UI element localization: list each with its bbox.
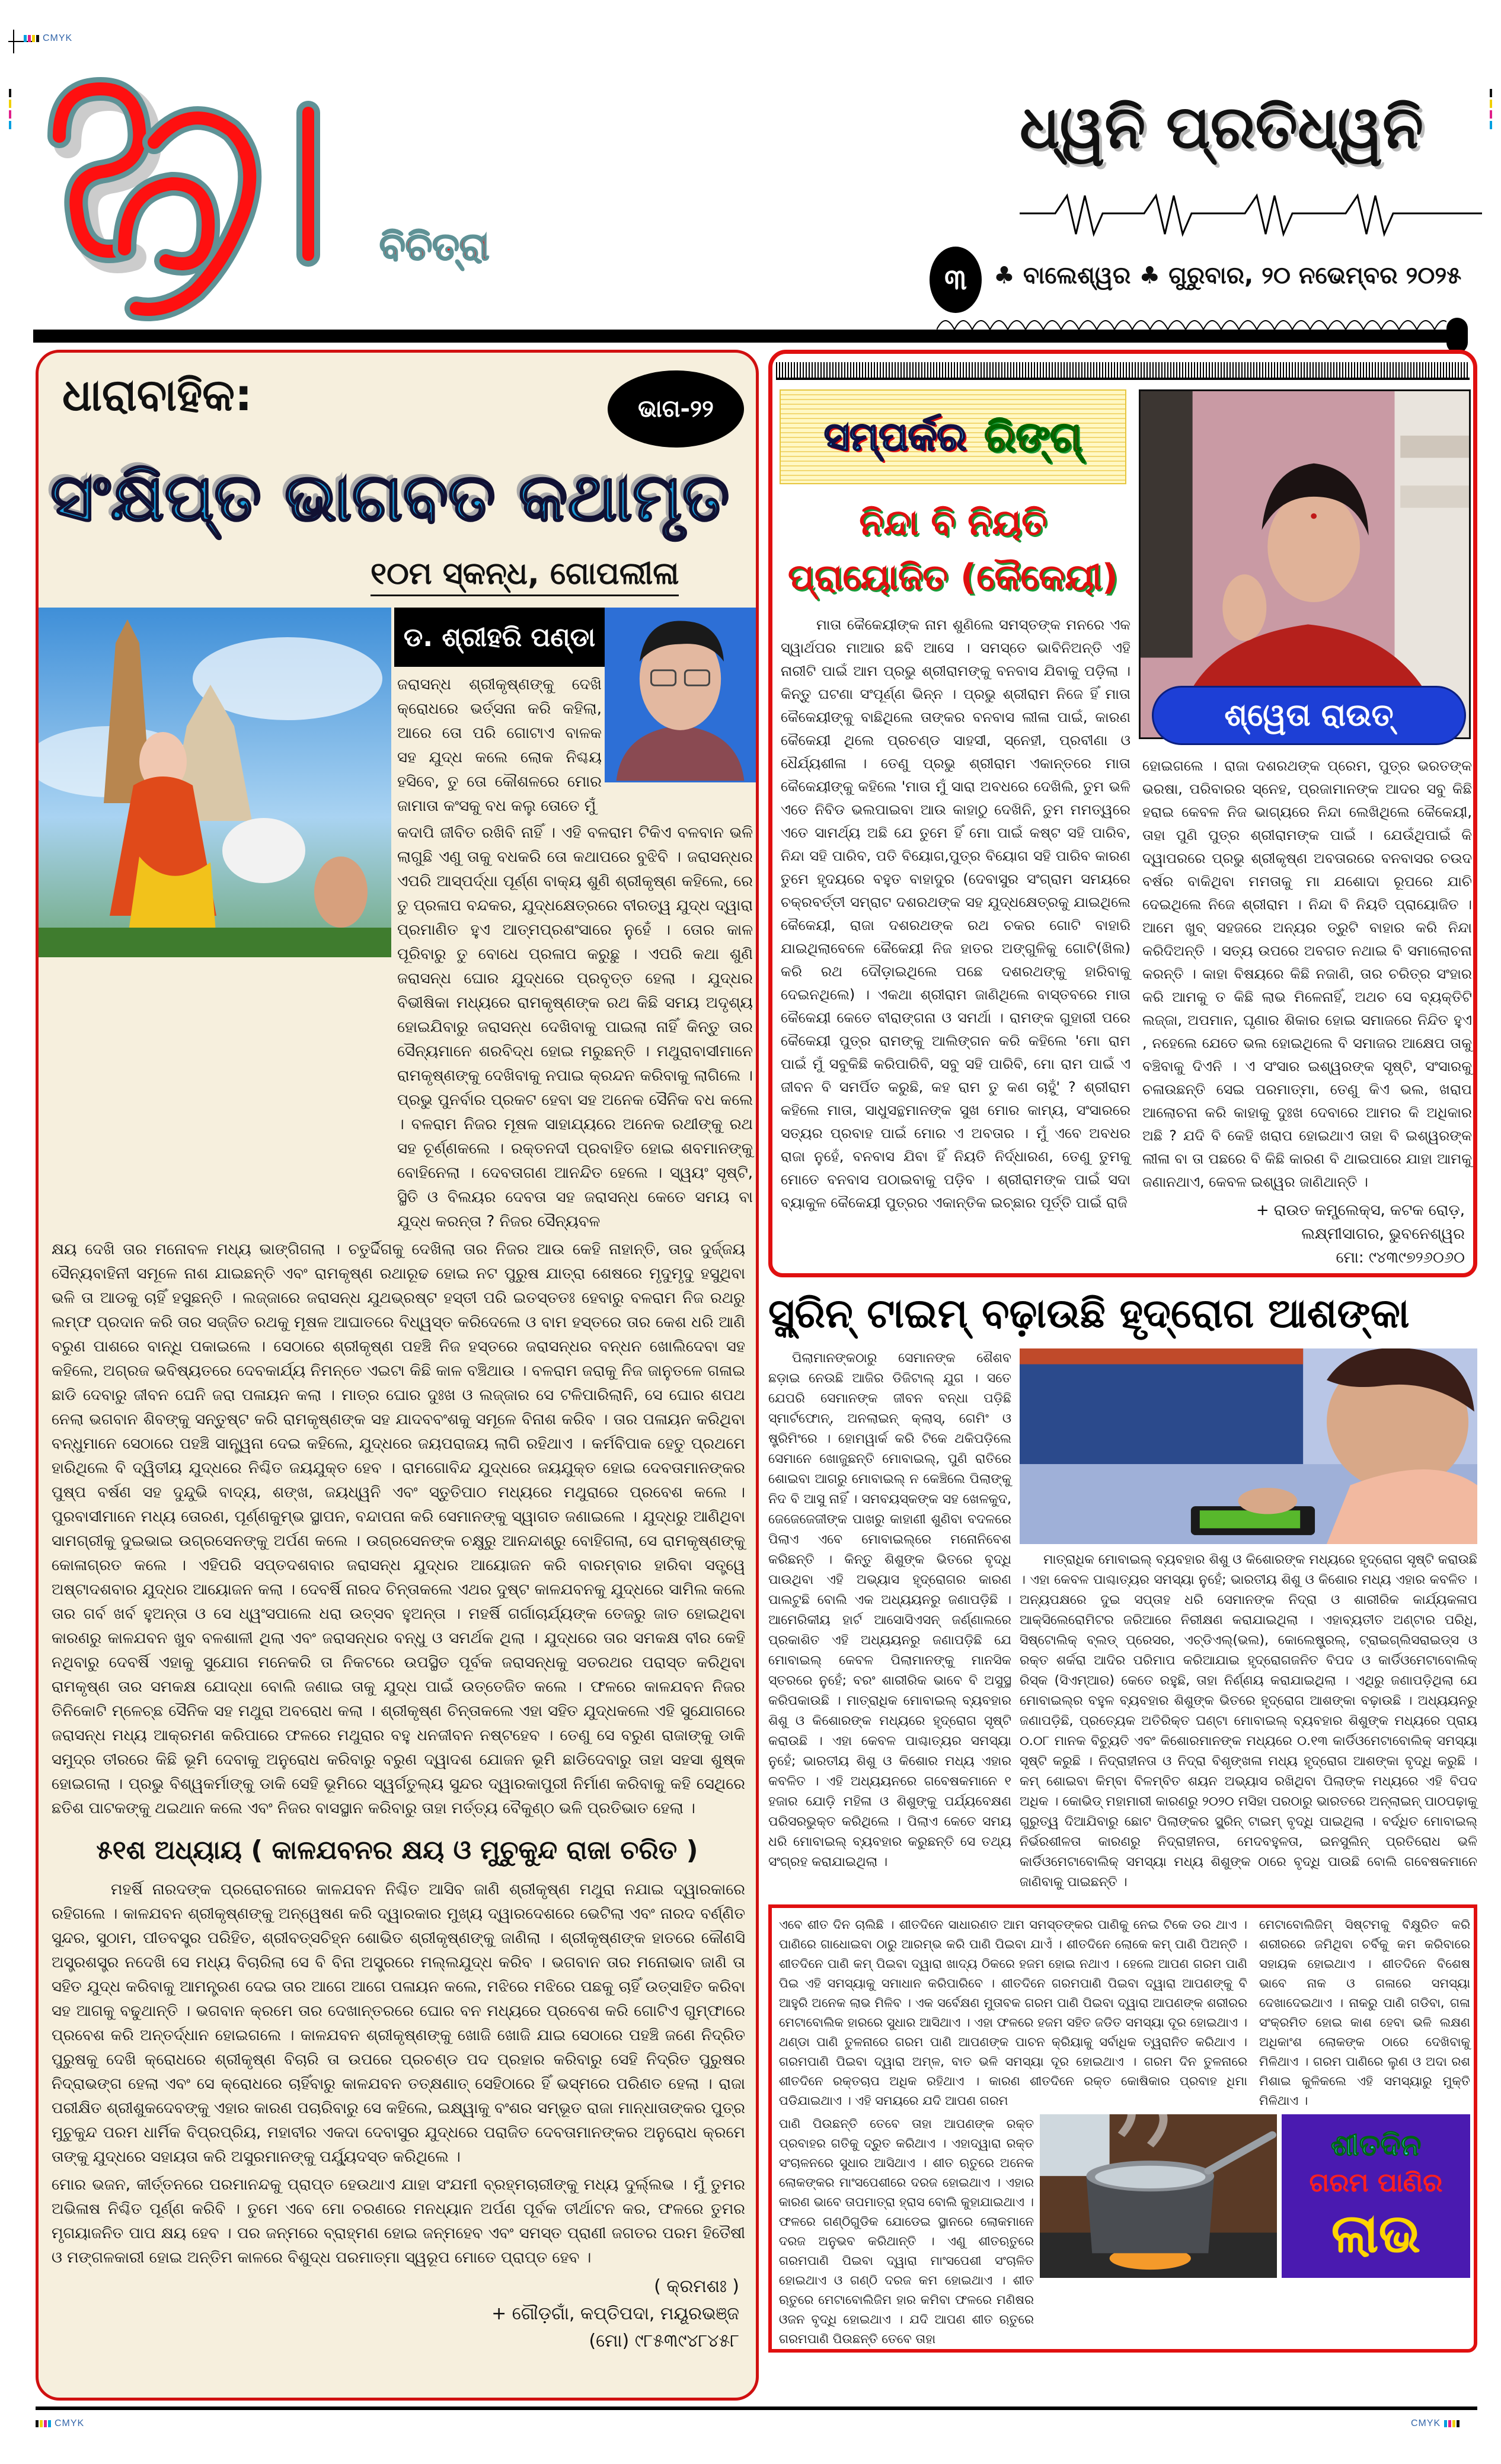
columnist-phone: ମୋ: ୯୪୩୯୭୨୬୦୬୦ — [1336, 1249, 1465, 1267]
health-headline: ସ୍କ୍ରିନ୍ ଟାଇମ୍ ବଢ଼ାଉଛି ହୃଦ୍‌ରୋଗ ଆଶଙ୍କା — [768, 1290, 1410, 1337]
winter-text-col-2: ମେଟାବୋଲିଜିମ୍ ସିଷ୍ଟମକୁ ବିକ୍ଷୁରିତ କରି ଶରୀରରେ ଜମିଥିବା ଚର୍ବିକୁ କମ କରିବାରେ ସହାୟକ ହୋଇଥାଏ । ଶୀତଦିନେ ବିଶେଷ ଭାବେ ନାକ ଓ ଗଳାରେ ସମସ୍ୟା ଦେଖାଦେଇଥାଏ । ନାକରୁ ପାଣି ଗଡିବା, ଗଳା ସଂକ୍ରମିତ ହୋଇ କାଶ ହେବା ଭଳି ଲକ୍ଷଣ ଅଧିକାଂଶ ଲୋକଙ୍କ ଠାରେ ଦେଖିବାକୁ ମିଳିଥାଏ । ଗରମ ପାଣିରେ ଲୁଣ ଓ ଅଦା ରଶ ମିଶାଇ କୁଳିକଲେ ଏହି ସମସ୍ୟାରୁ ମୁକ୍ତି ମିଳିଥାଏ । — [1259, 1917, 1470, 2108]
cmyk-label: CMYK — [43, 33, 73, 43]
banner-line-2: ଗରମ ପାଣିର — [1309, 2168, 1443, 2198]
serial-intro-text: ଜରାସନ୍ଧ ଶ୍ରୀକୃଷ୍ଣଙ୍କୁ ଦେଖି କ୍ରୋଧରେ ଭର୍ତ୍ସନା କରି କହିଲା, ଆରେ ତୋ ପରି ଗୋଟାଏ ବାଳକ ସହ ଯୁଦ୍ଧ କଲେ ଲୋକ ନିଶ୍ଚୟ ହସିବେ, ତୁ ତୋ କୌଶଳରେ ମୋର ଜାମାତା କଂସକୁ ବଧ କଲୁ ତୋତେ ମୁଁ — [397, 676, 602, 815]
page-number-badge: ୩ — [930, 247, 982, 313]
section-logo-bichitra: ବିଚିତ୍ରା — [379, 225, 490, 269]
banner-line-3: ଲାଭ — [1331, 2203, 1421, 2265]
winter-hot-water-banner — [1282, 2114, 1470, 2278]
continued-note: ( କ୍ରମଶଃ ) — [654, 2276, 739, 2297]
scallop-border — [937, 315, 1446, 330]
column-article-box — [768, 350, 1477, 1277]
cmyk-strip-right — [1487, 89, 1495, 129]
cmyk-mark-top-left — [24, 33, 72, 44]
column-name-badge — [780, 389, 1126, 484]
serial-body-paragraph: ମହର୍ଷି ନାରଦଙ୍କ ପ୍ରରୋଚନାରେ କାଳଯବନ ନିଶ୍ଚିତ ଆସିବ ଜାଣି ଶ୍ରୀକୃଷ୍ଣ ମଥୁରା ନଯାଇ ଦ୍ୱାରକାରେ ରହିଗଲେ । କାଳଯବନ ଶ୍ରୀକୃଷ୍ଣଙ୍କୁ ଅନ୍ୱେଷଣ କରି ଦ୍ୱାରକାର ମୁଖ୍ୟ ଦ୍ୱାରଦେଶରେ ଭେଟିଲା ଏବଂ ନାରଦ ବର୍ଣ୍ଣିତ ସୁନ୍ଦର, ସୁଠାମ, ପୀତବସ୍ତ୍ର ପରିହିତ, ଶ୍ରୀବତ୍ସଚିହ୍ନ ଶୋଭିତ ଶ୍ରୀକୃଷ୍ଣଙ୍କୁ ଜାଣିଲା । ଶ୍ରୀକୃଷ୍ଣଙ୍କ ହାତରେ କୌଣସି ଅସ୍ତ୍ରଶସ୍ତ୍ର ନଦେଖି ସେ ମଧ୍ୟ ବିଚାରିଲା ସେ ବି ବିନା ଅସ୍ତ୍ରରେ ମଲ୍ଲଯୁଦ୍ଧ କରିବ । ଭଗବାନ ତାର ମନୋଭାବ ଜାଣି ତା ସହିତ ଯୁଦ୍ଧ କରିବାକୁ ଆମନ୍ତ୍ରଣ ଦେଇ ତାର ଆଗେ ଆଗେ ପଳାୟନ କଲେ, ମଝିରେ ମଝିରେ ପଛକୁ ଚାହିଁ ଉତ୍ସାହିତ କରିବା ସହ ଆଗକୁ ବଢୁଥାନ୍ତି । ଭଗବାନ କ୍ରମେ ତାର ଦେଖାନ୍ତରରେ ଘୋର ବନ ମଧ୍ୟରେ ପ୍ରବେଶ କରି ଗୋଟିଏ ଗୁମ୍ଫାରେ ପ୍ରବେଶ କରି ଅନ୍ତର୍ଦ୍ଧାନ ହୋଇଗଲେ । କାଳଯବନ ଶ୍ରୀକୃଷ୍ଣଙ୍କୁ ଖୋଜି ଖୋଜି ଯାଇ ସେଠାରେ ପହଞ୍ଚି ଜଣେ ନିଦ୍ରିତ ପୁରୁଷକୁ ଦେଖି କ୍ରୋଧରେ ଶ୍ରୀକୃଷ୍ଣ ବିଚାରି ତା ଉପରେ ପ୍ରଚଣ୍ଡ ପଦ ପ୍ରହାର କରିବାରୁ ସେହି ନିଦ୍ରିତ ପୁରୁଷର ନିଦ୍ରାଭଙ୍ଗ ହେଲା ଏବଂ ସେ କ୍ରୋଧରେ ଚାହିଁବାରୁ କାଳଯବନ ତତ୍କ୍ଷଣାତ୍ ସେହିଠାରେ ହିଁ ଭସ୍ମରେ ପରିଣତ ହେଲା । ରାଜା ପରୀକ୍ଷିତ ଶ୍ରୀଶୁକଦେବଙ୍କୁ ଏହାର କାରଣ ପଚାରିବାରୁ ସେ କହିଲେ, ଇକ୍ଷ୍ୱାକୁ ବଂଶର ସମ୍ଭୂତ ରାଜା ମାନ୍ଧାତାଙ୍କର ପୁତ୍ର ମୁଚୁକୁନ୍ଦ ପରମ ଧାର୍ମିକ ବିପ୍ରପ୍ରିୟ, ମହାବୀର ଏକଦା ଦେବାସୁର ଯୁଦ୍ଧରେ ପରାଜିତ ଦେବତାମାନଙ୍କର ଅନୁରୋଧ କ୍ରମେ ତାଙ୍କୁ ଯୁଦ୍ଧରେ ସହାୟତା କରି ଅସୁରମାନଙ୍କୁ ପର୍ଯ୍ୟୁଦସ୍ତ କରିଥିଲେ । — [52, 1881, 745, 2166]
column-title-line-2: ପ୍ରାୟୋଜିତ (କୈକେୟୀ) — [787, 557, 1119, 598]
child-with-phone-photo — [1020, 1348, 1477, 1544]
winter-text-col-3: ପାଣି ପିଉଛନ୍ତି ତେବେ ତାହା ଆପଣଙ୍କ ରକ୍ତ ପ୍ରବାହର ଗତିକୁ ଦ୍ରୁତ କରିଥାଏ । ଏହାଦ୍ୱାରା ରକ୍ତ ସଂଚାଳନରେ ସୁଧାର ଆସିଥାଏ । ଶୀତ ଋତୁରେ ଅନେକ ଲୋକଙ୍କର ମାଂସପେଶୀରେ ଦରଜ ହୋଇଥାଏ । ଏହାର କାରଣ ଭାବେ ତାପମାତ୍ରା ହ୍ରାସ ବୋଲି କୁହାଯାଇଥାଏ । ଫଳରେ ଗଣ୍ଠିଗୁଡିକ ଯୋଡେଇ ସ୍ଥାନରେ ଲୋକମାନେ ଦରଜ ଅନୁଭବ କରିଥାନ୍ତି । ଏଣୁ ଶୀତଋତୁରେ ଗରମପାଣି ପିଇବା ଦ୍ୱାରା ମାଂସପେଶୀ ସଂଚାଳିତ ହୋଇଥାଏ ଓ ଗଣ୍ଠି ଦରଜ କମ ହୋଇଥାଏ । ଶୀତ ଋତୁରେ ମେଟାବୋଲିଜିମ ହାର କମିବା ଫଳରେ ମଣିଷର ଓଜନ ବୃଦ୍ଧି ହୋଇଥାଏ । ଯଦି ଆପଣ ଶୀତ ଋତୁରେ ଗରମପାଣି ପିଉଛନ୍ତି ତେବେ ତାହା — [779, 2117, 1034, 2346]
serial-article-box — [36, 350, 759, 2401]
club-icon: ♣ — [994, 262, 1015, 289]
serial-author-address: + ଗୌଡ଼ଗାଁ, କପ୍ତିପଦା, ମୟୂରଭଞ୍ଜ — [491, 2303, 739, 2324]
cmyk-color-bars — [36, 2420, 51, 2427]
winter-text-col-1: ଏବେ ଶୀତ ଦିନ ଚାଲିଛି । ଶୀତଦିନେ ସାଧାରଣତ ଆମ ସମସ୍ତଙ୍କର ପାଣିକୁ ନେଇ ଟିକେ ଡର ଥାଏ । ପାଣିରେ ଗାଧୋଇବା ଠାରୁ ଆରମ୍ଭ କରି ପାଣି ପିଇବା ଯାଏଁ । ଶୀତଦିନେ ଲୋକେ କମ୍ ପାଣି ପିଅନ୍ତି । ଶୀତଦିନେ ପାଣି କମ୍ ପିଇବା ଦ୍ୱାରା ଖାଦ୍ୟ ଠିକରେ ହଜମ ହୋଇ ନଥାଏ । ହେଲେ ଆପଣ ଗରମ ପାଣି ପିଇ ଏହି ସମସ୍ୟାକୁ ସମାଧାନ କରିପାରିବେ । ଶୀତଦିନେ ଗରମପାଣି ପିଇବା ଦ୍ୱାରା ଆପଣଙ୍କୁ ବି ଆହୁରି ଅନେକ ଲାଭ ମିଳିବ । ଏକ ସର୍ବେକ୍ଷଣ ମୁତାବକ ଗରମ ପାଣି ପିଇବା ଦ୍ୱାରା ଆପଣଙ୍କ ଶରୀରର ମେଟାବୋଲିକ ହାରରେ ସୁଧାର ଆସିଥାଏ । ଏହା ଫଳରେ ହଜମ ସହିତ ଜଡିତ ସମସ୍ୟା ଦୂର ହୋଇଥାଏ । ଥଣ୍ଡା ପାଣି ତୁଳନାରେ ଗରମ ପାଣି ଆପଣଙ୍କ ପାଚନ କ୍ରିୟାକୁ ସର୍ବାଧିକ ତ୍ୱରାନିତ କରିଥାଏ । ଗରମପାଣି ପିଇବା ଦ୍ୱାରା ଅମ୍ଳ, ବାତ ଭଳି ସମସ୍ୟା ଦୂର ହୋଇଥାଏ । ଗରମ ଦିନ ତୁଳନାରେ ଶୀତଦିନେ ରକ୍ତଚାପ ଅଧିକ ରହିଥାଏ । କାରଣ ଶୀତଦିନେ ରକ୍ତ କୋଷିକାର ପ୍ରବାହ ଧିମା ପଡିଯାଇଥାଏ । ଏହି ସମୟରେ ଯଦି ଆପଣ ଗରମ — [779, 1917, 1247, 2108]
dateline-date: ଗୁରୁବାର, ୨୦ ନଭେମ୍ବର ୨୦୨୫ — [1168, 262, 1462, 289]
boiling-pot-photo — [1040, 2114, 1277, 2278]
cmyk-label: CMYK — [1411, 2418, 1441, 2428]
health-text-col-2: ମାତ୍ରାଧିକ ମୋବାଇଲ୍ ବ୍ୟବହାର ଶିଶୁ ଓ କିଶୋରଙ୍କ ମଧ୍ୟରେ ହୃଦ୍‌ରୋଗ ସୃଷ୍ଟି କରାଉଛି । ଏହା କେବଳ ପାଶ୍ଚାତ୍ୟର ସମସ୍ୟା ନୁହେଁ; ଭାରତୀୟ ଶିଶୁ ଓ କିଶୋର ମଧ୍ୟ ଏହାର କବଳିତ । ଅନ୍ୟପକ୍ଷରେ ଦୁଇ ସପ୍ତାହ ଧରି ସେମାନଙ୍କ ନିଦ୍ରା ଓ ଶାରୀରିକ କାର୍ଯ୍ୟକଳାପ ଆକ୍ସିଲେରୋମିଟର ଜରିଆରେ ନିରୀକ୍ଷଣ କରାଯାଇଥିଲା । ଏହାବ୍ୟତୀତ ଅଣ୍ଟାର ପରିଧି, ସିଷ୍ଟୋଲିକ୍ ବ୍ଲଡ୍ ପ୍ରେସର, ଏଚ୍‌ଡିଏଲ୍(ଭଲ), କୋଲେଷ୍ଟ୍ରଲ୍, ଟ୍ରାଇଗ୍ଲିସରାଇଡ୍‌ସ ଓ ରକ୍ତ ଶର୍କରା ଆଦିର ପରିମାପ କରିଆଯାଇ ହୃଦ୍‌ରୋଗଜନିତ ବିପଦ ଓ କାର୍ଡିଓମେଟାବୋଲିକ୍ ରିସ୍କ (ସିଏମ୍‌ଆର) କେତେ ରହୁଛି, ତାହା ନିର୍ଣ୍ଣୟ କରାଯାଇଥିଲା । ଏଥିରୁ ଜଣାପଡ଼ିଥିଲା ଯେ ମୋବାଇଲ୍‌ର ବହୁଳ ବ୍ୟବହାର ଶିଶୁଙ୍କ ଭିତରେ ହୃଦ୍‌ରୋଗ ଆଶଙ୍କା ବଢ଼ାଉଛି । ଅଧ୍ୟୟନରୁ ଜଣାପଡ଼ିଛି, ପ୍ରତ୍ୟେକ ଅତିରିକ୍ତ ଘଣ୍ଟା ମୋବାଇଲ୍ ବ୍ୟବହାର ଶିଶୁଙ୍କ ମଧ୍ୟରେ ପ୍ରାୟ ୦.୦୮ ମାନକ ବିଚ୍ୟୁତି ଏବଂ କିଶୋରମାନଙ୍କ ମଧ୍ୟରେ ୦.୧୩ କାର୍ଡିଓମେଟାବୋଲିକ୍ ସମସ୍ୟା ସୃଷ୍ଟି କରୁଛି । ନିଦ୍ରାହୀନତା ଓ ନିଦ୍ରା ବିଶୃଙ୍ଖଳା ମଧ୍ୟ ହୃଦ୍‌ରୋଗ ଆଶଙ୍କା ବୃଦ୍ଧି କରୁଛି । କମ୍ ଶୋଇବା କିମ୍ବା ବିଳମ୍ବିତ ଶୟନ ଅଭ୍ୟାସ ରଖିଥିବା ପିଲାଙ୍କ ମଧ୍ୟରେ ଏହି ବିପଦ ଅଧିକ । କୋଭିଡ୍ ମହାମାରୀ କାରଣରୁ ୨୦୨୦ ମସିହା ପରଠାରୁ ଭାରତରେ ଅନ୍‌ଲାଇନ୍ ପାଠପଢ଼ାକୁ ଗୁରୁତ୍ୱ ଦିଆଯିବାରୁ ଛୋଟ ପିଲାଙ୍କର ସ୍କ୍ରିନ୍ ଟାଇମ୍ ବୃଦ୍ଧି ପାଇଥିଲା । ବର୍ଦ୍ଧିତ ମୋବାଇଲ୍ ନିର୍ଭରଶୀଳତା କାରଣରୁ ନିଦ୍ରାହୀନତା, ମେଦବହୁଳତା, ଇନସୁଲିନ୍ ପ୍ରତିରୋଧ ଭଳି କାର୍ଡିଓମେଟାବୋଲିକ୍ ସମସ୍ୟା ମଧ୍ୟ ଶିଶୁଙ୍କ ଠାରେ ବୃଦ୍ଧି ପାଉଛି ବୋଲି ଗବେଷକମାନେ ଜାଣିବାକୁ ପାଇଛନ୍ତି । — [1020, 1552, 1477, 1890]
column-name-word-2: ରିଙ୍ଗ୍ — [984, 412, 1082, 461]
address-line-1: + ରାଉତ କମ୍ପ୍ଲେକ୍ସ, କଟକ ରୋଡ଼, — [1256, 1201, 1465, 1219]
boiling-pot-image — [1040, 2114, 1277, 2278]
striped-band — [776, 362, 1470, 380]
serial-intro-text-continued: କଦାପି ଜୀବିତ ରଖିବି ନାହିଁ । ଏହି ବଳରାମ ଟିକିଏ ବଳବାନ ଭଳି ଲାଗୁଛି ଏଣୁ ତାକୁ ବଧକରି ତୋ କଥାପରେ ବୁଝିବି । ଜରାସନ୍ଧର ଏପରି ଆସ୍ପର୍ଦ୍ଧା ପୂର୍ଣ୍ଣ ବାକ୍ୟ ଶୁଣି ଶ୍ରୀକୃଷ୍ଣ କହିଲେ, ରେ ତୁ ପ୍ରଳାପ ବନ୍ଦକର, ଯୁଦ୍ଧକ୍ଷେତ୍ରରେ ବୀରତ୍ୱ ଯୁଦ୍ଧ ଦ୍ୱାରା ପ୍ରମାଣିତ ହୁଏ ଆତ୍ମପ୍ରଶଂସାରେ ନୁହେଁ । ତୋର କାଳ ପୂରିବାରୁ ତୁ ବୋଧେ ପ୍ରଳାପ କରୁଛୁ । ଏପରି କଥା ଶୁଣି ଜରାସନ୍ଧ ଘୋର ଯୁଦ୍ଧରେ ପ୍ରବୃତ୍ତ ହେଲା । ଯୁଦ୍ଧର ବିଭୀଷିକା ମଧ୍ୟରେ ରାମକୃଷ୍ଣଙ୍କ ରଥ କିଛି ସମୟ ଅଦୃଶ୍ୟ ହୋଇଯିବାରୁ ଜରାସନ୍ଧ ଦେଖିବାକୁ ପାଇଲା ନାହିଁ କିନ୍ତୁ ତାର ସୈନ୍ୟମାନେ ଶରବିଦ୍ଧ ହୋଇ ମରୁଛନ୍ତି । ମଥୁରାବାସୀମାନେ ରାମକୃଷ୍ଣଙ୍କୁ ଦେଖିବାକୁ ନପାଇ କ୍ରନ୍ଦନ କରିବାକୁ ଲାଗିଲେ । ପ୍ରଭୁ ପୁନର୍ବାର ପ୍ରକଟ ହେବା ସହ ଅନେକ ସୈନିକ ବଧ କଲେ । ବଳରାମ ନିଜର ମୂଷଳ ସାହାଯ୍ୟରେ ଅନେକ ରଥୀଙ୍କୁ ରଥ ସହ ଚୂର୍ଣ୍ଣକଲେ । ରକ୍ତନଦୀ ପ୍ରବାହିତ ହୋଇ ଶବମାନଙ୍କୁ ବୋହିନେଲା । ଦେବତାଗଣ ଆନନ୍ଦିତ ହେଲେ । ସ୍ୱୟଂ ସୃଷ୍ଟି, ସ୍ଥିତି ଓ ବିଲୟର ଦେବତା ସହ ଜରାସନ୍ଧ କେତେ ସମୟ ବା ଯୁଦ୍ଧ କରନ୍ତା ? ନିଜର ସୈନ୍ୟବଳ — [397, 824, 753, 1231]
serial-body-paragraph: ମୋର ଭଜନ, କୀର୍ତ୍ତନରେ ପରମାନନ୍ଦକୁ ପ୍ରାପ୍ତ ହେଉଥାଏ ଯାହା ସଂଯମୀ ବ୍ରହ୍ମଚାରୀଙ୍କୁ ମଧ୍ୟ ଦୁର୍ଲ୍ଲଭ । ମୁଁ ତୁମର ଅଭିଳାଷ ନିଶ୍ଚିତ ପୂର୍ଣ୍ଣ କରିବି । ତୁମେ ଏବେ ମୋ ଚରଣରେ ମନଧ୍ୟାନ ଅର୍ପଣ ପୂର୍ବକ ତୀର୍ଥାଟନ କର, ଫଳରେ ତୁମର ମୃଗୟାଜନିତ ପାପ କ୍ଷୟ ହେବ । ପର ଜନ୍ମରେ ବ୍ରାହ୍ମଣ ହୋଇ ଜନ୍ମହେବ ଏବଂ ସମସ୍ତ ପ୍ରାଣୀ ଜଗତର ପରମ ହିତୈଷୀ ଓ ମଙ୍ଗଳକାରୀ ହୋଇ ଅନ୍ତିମ କାଳରେ ବିଶୁଦ୍ଧ ପରମାତ୍ମା ସ୍ୱରୂପ ମୋତେ ପ୍ରାପ୍ତ ହେବ । — [52, 2176, 745, 2267]
newspaper-brand: ଧ୍ୱନି ପ୍ରତିଧ୍ୱନି — [1020, 92, 1423, 162]
column-name-word-1: ସମ୍ପର୍କର — [823, 413, 967, 459]
masthead-rule-knob — [1446, 318, 1468, 353]
serial-author-phone: (ମୋ) ୯୮୫୩୯୪୮୪୫୮ — [589, 2331, 739, 2351]
page-bottom-rule — [36, 2407, 1477, 2410]
serial-body-paragraph: କ୍ଷୟ ଦେଖି ତାର ମନୋବଳ ମଧ୍ୟ ଭାଙ୍ଗିଗଲା । ଚତୁର୍ଦ୍ଦିଗକୁ ଦେଖିଲା ତାର ନିଜର ଆଉ କେହି ନାହାନ୍ତି, ତାର ଦୁର୍ଜ୍ଜୟ ସୈନ୍ୟବାହିନୀ ସମୂଳେ ନାଶ ଯାଇଛନ୍ତି ଏବଂ ରାମକୃଷ୍ଣ ରଥାରୂଢ ହୋଇ ନଟ ପୁରୁଷ ଯାତ୍ରା ଶେଷରେ ମୃଦୁମୃଦୁ ହସୁଥିବା ଭଳି ତା ଆଡକୁ ଚାହିଁ ହସୁଛନ୍ତି । ଲଜ୍ଜାରେ ଜରାସନ୍ଧ ଯୁଥଭ୍ରଷ୍ଟ ହସ୍ତୀ ପରି ଇତସ୍ତତଃ ହେବାରୁ ବଳରାମ ନିଜ ରଥରୁ ଲମ୍ଫ ପ୍ରଦାନ କରି ତାର ସଜ୍ଜିତ ରଥକୁ ମୂଷଳ ଆଘାତରେ ବିଧ୍ୱସ୍ତ କରିଦେଲେ ଓ ବାମ ହସ୍ତରେ ତାର କେଶ ଧରି ଆଣି ବରୁଣ ପାଶରେ ବାନ୍ଧି ପକାଇଲେ । ସେଠାରେ ଶ୍ରୀକୃଷ୍ଣ ପହଞ୍ଚି ନିଜ ହସ୍ତରେ ଜରାସନ୍ଧର ବନ୍ଧନ ଖୋଲିଦେବା ସହ କହିଲେ, ଅଗ୍ରଜ ଭବିଷ୍ୟତରେ ଦେବକାର୍ଯ୍ୟ ନିମନ୍ତେ ଏଇଟା କିଛି କାଳ ବଞ୍ଚିଥାଉ । ବଳରାମ ଜରାକୁ ନିଜ ଜାନୁତଳେ ଗଳାଇ ଛାଡି ଦେବାରୁ ଜୀବନ ଘେନି ଜରା ପଳାୟନ କଲା । ମାତ୍ର ଘୋର ଦୁଃଖ ଓ ଲଜ୍ଜାର ସେ ଟଳିପାରିଲାନି, ସେ ଘୋର ଶପଥ ନେଲା ଭଗବାନ ଶିବଙ୍କୁ ସନ୍ତୁଷ୍ଟ କରି ରାମକୃଷ୍ଣଙ୍କ ସହ ଯାଦବବଂଶକୁ ସମୂଳେ ବିନାଶ କରିବ । ତାର ପଳାୟନ କରିଥିବା ବନ୍ଧୁମାନେ ସେଠାରେ ପହଞ୍ଚି ସାନ୍ତ୍ୱନା ଦେଇ କହିଲେ, ଯୁଦ୍ଧରେ ଜୟପରାଜୟ ଲାଗି ରହିଥାଏ । କର୍ମବିପାକ ହେତୁ ପ୍ରଥମେ ହାରିଥିଲେ ବି ଦ୍ୱିତୀୟ ଯୁଦ୍ଧରେ ନିଶ୍ଚିତ ଜୟଯୁକ୍ତ ହେବ । ରାମଗୋବିନ୍ଦ ଯୁଦ୍ଧରେ ଜୟଯୁକ୍ତ ହୋଇ ଦେବତାମାନଙ୍କର ପୁଷ୍ପ ବର୍ଷଣ ସହ ଦୁନ୍ଦୁଭି ବାଦ୍ୟ, ଶଙ୍ଖ, ଜୟଧ୍ୱନି ଏବଂ ସ୍ତୁତିପାଠ ମଧ୍ୟରେ ମଥୁରାରେ ପ୍ରବେଶ କଲେ । ପୁରବାସୀମାନେ ମଧ୍ୟ ତୋରଣ, ପୂର୍ଣ୍ଣକୁମ୍ଭ ସ୍ଥାପନ, ବନ୍ଦାପନା କରି ସେମାନଙ୍କୁ ସ୍ୱାଗତ ଜଣାଇଲେ । ଯୁଦ୍ଧରୁ ଆଣିଥିବା ସାମଗ୍ରୀକୁ ଦୁଇଭାଇ ଉଗ୍ରସେନଙ୍କୁ ଅର୍ପଣ କଲେ । ଉଗ୍ରସେନଙ୍କ ଚକ୍ଷୁରୁ ଆନନ୍ଦାଶ୍ରୁ ବୋହିଗଲା, ସେ ରାମକୃଷ୍ଣଙ୍କୁ କୋଳାଗ୍ରତ କଲେ । ଏହିପରି ସପ୍ତଦଶବାର ଜରାସନ୍ଧ ଯୁଦ୍ଧର ଆୟୋଜନ କରି ବାରମ୍ବାର ହାରିବା ସତ୍ତ୍ୱେ ଅଷ୍ଟାଦଶବାର ଯୁଦ୍ଧର ଆୟୋଜନ କଲା । ଦେବର୍ଷି ନାରଦ ଚିନ୍ତାକଲେ ଏଥର ଦୁଷ୍ଟ କାଳଯବନକୁ ଯୁଦ୍ଧରେ ସାମିଲ କଲେ ତାର ଗର୍ବ ଖର୍ବ ହୁଅନ୍ତା ଓ ସେ ଧ୍ୱଂସପାଲେ ଧରା ଉତ୍ସବ ହୁଅନ୍ତା । ମହର୍ଷି ଗର୍ଗାଚାର୍ଯ୍ୟଙ୍କ ତେଜରୁ ଜାତ ହୋଇଥିବା କାରଣରୁ କାଳଯବନ ଖୁବ ବଳଶାଳୀ ଥିଲା ଏବଂ ଜରାସନ୍ଧର ବନ୍ଧୁ ଓ ସମର୍ଥକ ଥିଲା । ଯୁଦ୍ଧରେ ତାର ସମକକ୍ଷ ବୀର କେହି ନଥିବାରୁ ଦେବର୍ଷି ଏହାକୁ ସୁଯୋଗ ମନେକରି ତା ନିକଟରେ ଉପସ୍ଥିତ ପୂର୍ବକ ଜରାସନ୍ଧକୁ ସତରଥର ପରାସ୍ତ କରିଥିବା ରାମକୃଷ୍ଣ ତାର ସମକକ୍ଷ ଯୋଦ୍ଧା ବୋଲି ଜଣାଇ ତାକୁ ଯୁଦ୍ଧ ପାଇଁ ଉତ୍ତେଜିତ କଲେ । ଫଳରେ କାଳଯବନ ନିଜର ତିନିକୋଟି ମ୍ଳେଚ୍ଛ ସୈନିକ ସହ ମଥୁରା ଅବରୋଧ କଲା । ଶ୍ରୀକୃଷ୍ଣ ଚିନ୍ତାକଲେ ଏହା ସହିତ ଯୁଦ୍ଧକଲେ ଏହି ସୁଯୋଗରେ ଜରାସନ୍ଧ ମଧ୍ୟ ଆକ୍ରମଣ କରିପାରେ ଫଳରେ ମଥୁରାର ବହୁ ଧନଜୀବନ ନଷ୍ଟହେବ । ତେଣୁ ସେ ବରୁଣ ରାଜାଙ୍କୁ ଡାକି ସମୁଦ୍ର ତୀରରେ କିଛି ଭୂମି ଦେବାକୁ ଅନୁରୋଧ କରିବାରୁ ବରୁଣ ଦ୍ୱାଦଶ ଯୋଜନ ଭୂମି ଛାଡିଦେବାରୁ ତାହା ସହସା ଶୁଷ୍କ ହୋଇଗଲା । ପ୍ରଭୁ ବିଶ୍ୱକର୍ମାଙ୍କୁ ଡାକି ସେହି ଭୂମିରେ ସ୍ୱର୍ଗତୁଲ୍ୟ ସୁନ୍ଦର ଦ୍ୱାରକାପୁରୀ ନିର୍ମାଣ କରିବାକୁ କହି ସେଥିରେ ଛତିଶ ପାଟକଙ୍କୁ ଥଇଥାନ କଲେ ଏବଂ ନିଜର ବାସସ୍ଥାନ କରିବାରୁ ତାହା ମର୍ତ୍ତ୍ୟ ବୈକୁଣ୍ଠ ଭଳି ପ୍ରତିଭାତ ହେଲା । — [52, 1241, 745, 1817]
banner-line-1: ଶୀତଦିନ — [1330, 2128, 1422, 2162]
cmyk-color-bars — [1444, 2420, 1460, 2427]
cmyk-label: CMYK — [55, 2418, 85, 2428]
club-icon: ♣ — [1139, 262, 1161, 289]
health-text-col-1: ପିଲାମାନଙ୍କଠାରୁ ସେମାନଙ୍କ ଶୈଶବ ଛଡ଼ାଇ ନେଉଛି ଆଜିର ଡିଜିଟାଲ୍ ଯୁଗ । ସତେ ଯେପରି ସେମାନଙ୍କ ଜୀବନ ବନ୍ଧା ପଡ଼ିଛି ସ୍ମାର୍ଟଫୋନ୍, ଅନଲାଇନ୍ କ୍ଲାସ୍, ଗେମିଂ ଓ ଷ୍ଟ୍ରିମିଂରେ । ହୋମୱାର୍କ କରି ଟିକେ ଥକିପଡ଼ିଲେ ସେମାନେ ଖୋଜୁଛନ୍ତି ମୋବାଇଲ୍, ପୁଣି ରାତିରେ ଶୋଇବା ଆଗରୁ ମୋବାଇଲ୍ ନ କେଞ୍ଚିଲେ ପିଲାଙ୍କୁ ନିଦ ବି ଆସୁ ନାହିଁ । ସମବୟସ୍କଙ୍କ ସହ ଖେଳକୁଦ, ଜେଜେଜେଜୀଙ୍କ ପାଖରୁ କାହାଣୀ ଶୁଣିବା ବଦଳରେ ପିଲାଏ ଏବେ ମୋବାଇଲ୍‌ରେ ମନୋନିବେଶ କରିଛନ୍ତି । କିନ୍ତୁ ଶିଶୁଙ୍କ ଭିତରେ ବୃଦ୍ଧି ପାଉଥିବା ଏହି ଅଭ୍ୟାସ ହୃଦ୍‌ରୋଗର କାରଣ ପାଲଟୁଛି ବୋଲି ଏକ ଅଧ୍ୟୟନରୁ ଜଣାପଡ଼ିଛି । ଆମେରିକୀୟ ହାର୍ଟ ଆସୋସିଏସନ୍ ଜର୍ଣ୍ଣାଲରେ ପ୍ରକାଶିତ ଏହି ଅଧ୍ୟୟନରୁ ଜଣାପଡ଼ିଛି ଯେ ମୋବାଇଲ୍ କେବଳ ପିଲାମାନଙ୍କୁ ମାନସିକ ସ୍ତରରେ ନୁହେଁ; ବରଂ ଶାରୀରିକ ଭାବେ ବି ଅସୁସ୍ଥ କରିପକାଉଛି । ମାତ୍ରାଧିକ ମୋବାଇଲ୍ ବ୍ୟବହାର ଶିଶୁ ଓ କିଶୋରଙ୍କ ମଧ୍ୟରେ ହୃଦ୍‌ରୋଗ ସୃଷ୍ଟି କରାଉଛି । ଏହା କେବଳ ପାଶ୍ଚାତ୍ୟର ସମସ୍ୟା ନୁହେଁ; ଭାରତୀୟ ଶିଶୁ ଓ କିଶୋର ମଧ୍ୟ ଏହାର କବଳିତ । ଏହି ଅଧ୍ୟୟନରେ ଗବେଷକମାନେ ୧ ହଜାର ଯୋଡ଼ି ମହିଳା ଓ ଶିଶୁଙ୍କୁ ପର୍ଯ୍ୟବେକ୍ଷଣ ପରିସରଭୁକ୍ତ କରିଥିଲେ । ପିଲାଏ କେତେ ସମୟ ଧରି ମୋବାଇଲ୍ ବ୍ୟବହାର କରୁଛନ୍ତି ସେ ତଥ୍ୟ ସଂଗ୍ରହ କରାଯାଇଥିଲା । — [768, 1351, 1011, 1869]
serial-subtitle: ୧୦ମ ସ୍କନ୍ଧ, ଗୋପଲୀଳା — [371, 553, 679, 596]
heartbeat-line-icon — [1020, 190, 1482, 237]
columnist-name: ଶ୍ୱେତା ରାଉତ୍ — [1152, 686, 1466, 745]
column-text-col-2: ହୋଇଗଲେ । ରାଜା ଦଶରଥଙ୍କ ପ୍ରେମ, ପୁତ୍ର ଭରତଙ୍କ ଭରଷା, ପରିବାରର ସ୍ନେହ, ପ୍ରଜାମାନଙ୍କ ଆଦର ସବୁ କିଛି ହରାଇ କେବଳ ନିଜ ଭାଗ୍ୟରେ ନିନ୍ଦା ଲେଖିଥିଲେ କୈକେୟୀ, ତାହା ପୁଣି ପୁତ୍ର ଶ୍ରୀରାମଙ୍କ ପାଇଁ । ଯେଉଁଥିପାଇଁ କି ଦ୍ୱାପରରେ ପ୍ରଭୁ ଶ୍ରୀକୃଷ୍ଣ ଅବତାରରେ ବନବାସର ଚଉଦ ବର୍ଷର ବାକିଥିବା ମମତାକୁ ମା ଯଶୋଦା ରୂପରେ ଯାଚି ଦେଇଥିଲେ ନିଜେ ଶ୍ରୀରାମ । ନିନ୍ଦା ବି ନିୟତି ପ୍ରାୟୋଜିତ । ଆମେ ଖୁବ୍ ସହଜରେ ଅନ୍ୟର ତ୍ରୁଟି ବାହାର କରି ନିନ୍ଦା କରିଦିଅନ୍ତି । ସତ୍ୟ ଉପରେ ଅବଗତ ନଥାଇ ବି ସମାଲୋଚନା କରନ୍ତି । କାହା ବିଷୟରେ କିଛି ନଜାଣି, ତାର ଚରିତ୍ର ସଂହାର କରି ଆମକୁ ତ କିଛି ଲାଭ ମିଳେନାହିଁ, ଅଥଚ ସେ ବ୍ୟକ୍ତିଟି ଲଜ୍ଜା, ଅପମାନ, ଘୃଣାର ଶିକାର ହୋଇ ସମାଜରେ ନିନ୍ଦିତ ହୁଏ , ନହେଲେ ଯେତେ ଭଲ ହୋଇଥିଲେ ବି ସମାଜର ଆକ୍ଷେପ ତାକୁ ବଞ୍ଚିବାକୁ ଦିଏନି । ଏ ସଂସାର ଇଶ୍ୱରଙ୍କ ସୃଷ୍ଟି, ସଂସାରକୁ ଚଳାଉଛନ୍ତି ସେଇ ପରମାତ୍ମା, ତେଣୁ କିଏ ଭଲ, ଖରାପ ଆଲୋଚନା କରି କାହାକୁ ଦୁଃଖ ଦେବାରେ ଆମର କି ଅଧିକାର ଅଛି ? ଯଦି ବି କେହି ଖରାପ ହୋଇଥାଏ ତାହା ବି ଇଶ୍ୱରଙ୍କ ଲୀଳା ବା ତା ପଛରେ ବି କିଛି କାରଣ ବି ଥାଇପାରେ ଯାହା ଆମକୁ ଜଣାନଥାଏ, କେବଳ ଇଶ୍ୱର ଜାଣିଥାନ୍ତି । — [1142, 758, 1472, 1190]
dateline — [994, 262, 1480, 289]
series-label: ଧାରାବାହିକ: — [62, 370, 253, 421]
child-phone-image — [1020, 1348, 1477, 1544]
author-photo — [605, 608, 756, 782]
columnist-address — [1256, 1199, 1465, 1270]
winter-article-box — [768, 1904, 1477, 2353]
serial-author-name: ଡ. ଶ୍ରୀହରି ପଣ୍ଡା — [394, 608, 605, 667]
krishna-illustration-image — [39, 608, 391, 957]
address-line-2: ଲକ୍ଷ୍ମୀସାଗର, ଭୁବନେଶ୍ୱର — [1301, 1225, 1465, 1243]
serial-title: ସଂକ୍ଷିପ୍ତ ଭାଗବତ କଥାମୃତ — [50, 459, 730, 536]
column-title-line-1: ନିନ୍ଦା ବି ନିୟତି — [859, 502, 1047, 544]
part-badge: ଭାଗ-୨୨ — [608, 370, 744, 448]
masthead-rule — [33, 330, 1456, 343]
chapter-heading: ୫୧ଶ ଅଧ୍ୟାୟ ( କାଳଯବନର କ୍ଷୟ ଓ ମୁଚୁକୁନ୍ଦ ରାଜା ଚରିତ ) — [96, 1835, 698, 1865]
author-portrait-image — [605, 608, 756, 782]
section-logo-bichitra-graphic — [36, 65, 368, 326]
cmyk-mark-bottom-left — [36, 2418, 84, 2429]
dateline-city: ବାଲେଶ୍ୱର — [1023, 262, 1131, 289]
column-text-col-1: ମାତା କୈକେୟୀଙ୍କ ନାମ ଶୁଣିଲେ ସମସ୍ତଙ୍କ ମନରେ ଏକ ସ୍ୱାର୍ଥପର ମାଆର ଛବି ଆସେ । ସମସ୍ତେ ଭାବିନିଅନ୍ତି ଏହି ନାରୀଟି ପାଇଁ ଆମ ପ୍ରଭୁ ଶ୍ରୀରାମଙ୍କୁ ବନବାସ ଯିବାକୁ ପଡ଼ିଲା । କିନ୍ତୁ ଘଟଣା ସଂପୂର୍ଣ୍ଣ ଭିନ୍ନ । ପ୍ରଭୁ ଶ୍ରୀରାମ ନିଜେ ହିଁ ମାତା କୈକେୟୀଙ୍କୁ ବାଛିଥିଲେ ତାଙ୍କର ବନବାସ ଲୀଳା ପାଇଁ, କାରଣ କୈକେୟୀ ଥିଲେ ପ୍ରଚଣ୍ଡ ସାହସୀ, ସ୍ନେହୀ, ପ୍ରବୀଣା ଓ ଧୈର୍ଯ୍ୟଶୀଳା । ତେଣୁ ପ୍ରଭୁ ଶ୍ରୀରାମ ଏକାନ୍ତରେ ମାତା କୈକେୟୀଙ୍କୁ କହିଲେ 'ମାତା ମୁଁ ସାରା ଅବଧରେ ଦେଖିଲି, ତୁମ ଭଳି ଏତେ ନିବିଡ ଭଲପାଇବା ଆଉ କାହାଠୁ ଦେଖିନି, ତୁମ ମମତ୍ୱରେ ଏତେ ସାମର୍ଥ୍ୟ ଅଛି ଯେ ତୁମେ ହିଁ ମୋ ପାଇଁ କଷ୍ଟ ସହି ପାରିବ, ନିନ୍ଦା ସହି ପାରିବ, ପତି ବିୟୋଗ,ପୁତ୍ର ବିୟୋଗ ସହି ପାରିବ କାରଣ ତୁମେ ହୃଦୟରେ ବହୁତ ବାହାଦୁର (ଦେବାସୁର ସଂଗ୍ରାମ ସମୟରେ ଚକ୍ରବର୍ତ୍ତୀ ସମ୍ରାଟ ଦଶରଥଙ୍କ ସହ ଯୁଦ୍ଧକ୍ଷେତ୍ରକୁ ଯାଇଥିଲେ କୈକେୟୀ, ରାଜା ଦଶରଥଙ୍କ ରଥ ଚକର ଗୋଟି ବାହାରି ଯାଇଥିଲାବେଳେ କୈକେୟୀ ନିଜ ହାତର ଅଙ୍ଗୁଳିକୁ ଗୋଟି(ଖିଲ) କରି ରଥ ଦୌଡ଼ାଇଥିଲେ ପଛେ ଦଶରଥଙ୍କୁ ହାରିବାକୁ ଦେଇନଥିଲେ) । ଏକଥା ଶ୍ରୀରାମ ଜାଣିଥିଲେ ବାସ୍ତବରେ ମାତା କୈକେୟୀ କେତେ ବୀରାଙ୍ଗନା ଓ ସମର୍ଥା । ରାମଙ୍କ ଗୁହାରୀ ପରେ କୈକେୟୀ ପୁତ୍ର ରାମଙ୍କୁ ଆଲିଙ୍ଗନ କରି କହିଲେ 'ମୋ ରାମ ପାଇଁ ମୁଁ ସବୁକିଛି କରିପାରିବି, ସବୁ ସହି ପାରିବି, ମୋ ରାମ ପାଇଁ ଏ ଜୀବନ ବି ସମର୍ପିତ କରୁଛି, କହ ରାମ ତୁ କଣ ଚାହୁଁ' ? ଶ୍ରୀରାମ କହିଲେ ମାତା, ସାଧୁସନ୍ଥମାନଙ୍କ ସୁଖ ମୋର କାମ୍ୟ, ସଂସାରରେ ସତ୍ୟର ପ୍ରବାହ ପାଇଁ ମୋର ଏ ଅବତାର । ମୁଁ ଏବେ ଅବଧର ରାଜା ନୁହେଁ, ବନବାସ ଯିବା ହିଁ ନିୟତି ନିର୍ଦ୍ଧାରଣ, ତେଣୁ ତୁମକୁ ମୋତେ ବନବାସ ପଠାଇବାକୁ ପଡ଼ିବ । ଶ୍ରୀରାମଙ୍କ ପାଇଁ ସଦା ବ୍ୟାକୁଳ କୈକେୟୀ ପୁତ୍ରର ଏକାନ୍ତିକ ଇଚ୍ଛାର ପୂର୍ତ୍ତି ପାଇଁ ରାଜି — [781, 616, 1130, 1211]
cmyk-color-bars — [24, 35, 39, 42]
cmyk-strip-left — [6, 89, 14, 129]
cmyk-mark-bottom-right — [1411, 2418, 1463, 2429]
